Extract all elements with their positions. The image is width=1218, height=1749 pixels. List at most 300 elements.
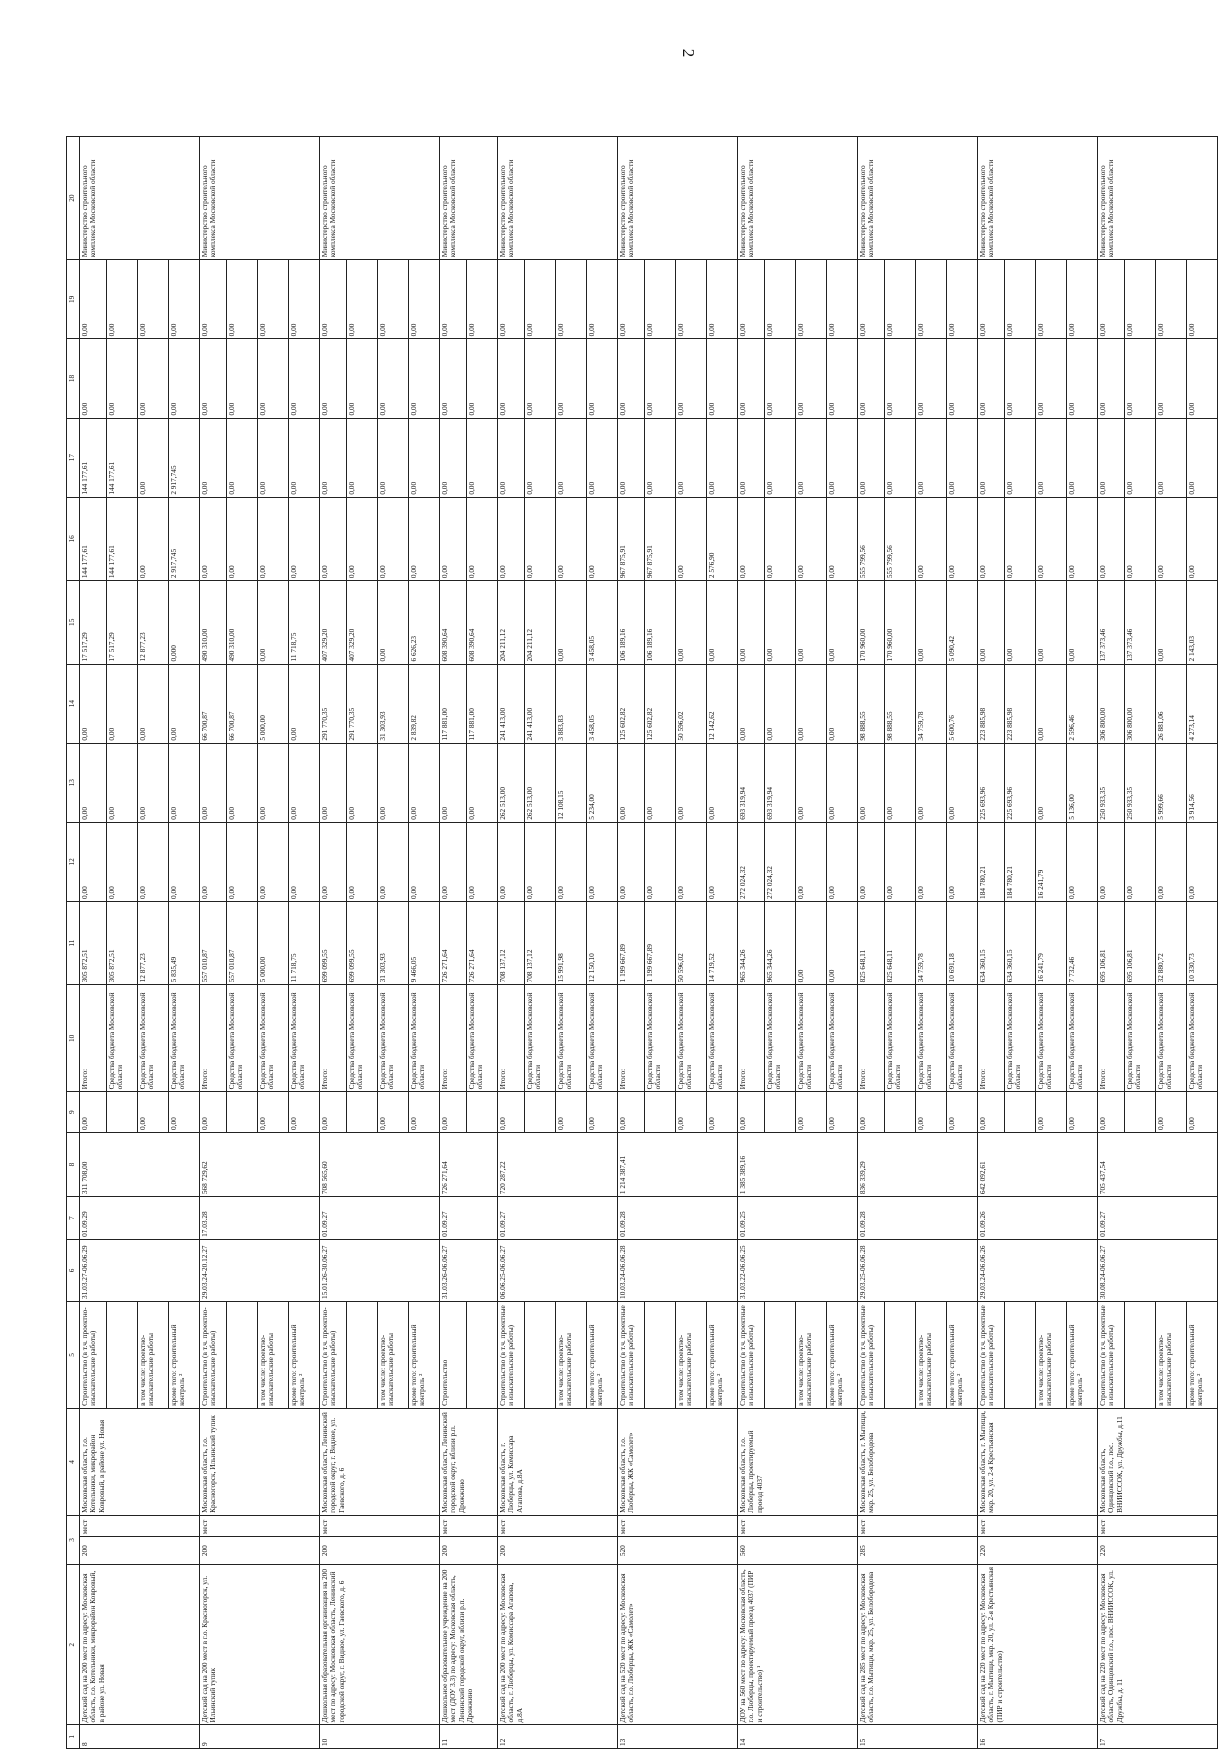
- amount-cell: 0,00: [258, 339, 289, 418]
- amount-cell: 0,00: [347, 260, 378, 339]
- amount-cell: 0,00: [525, 260, 556, 339]
- amount-cell: 0,00: [916, 743, 947, 822]
- amount-cell: 0,00: [200, 822, 227, 901]
- amount-cell: 0,00: [676, 743, 707, 822]
- amount-cell: 0,00: [1125, 339, 1156, 418]
- amount-cell: 0,00: [556, 822, 587, 901]
- funding-source-cell: Средства бюджета Московской области: [467, 985, 498, 1092]
- financed-cell: [525, 1092, 556, 1133]
- funding-source-cell: Итого:: [320, 985, 347, 1092]
- amount-cell: 0,00: [1156, 497, 1187, 580]
- amount-cell: 0,00: [978, 581, 1005, 664]
- amount-cell: 0,00: [765, 339, 796, 418]
- work-type-cell: в том числе: проектно-изыскательские работы: [138, 1301, 169, 1408]
- amount-cell: 0,00: [320, 497, 347, 580]
- funding-source-cell: Итого:: [618, 985, 645, 1092]
- work-type-cell: [1005, 1301, 1036, 1408]
- amount-cell: 0,00: [409, 822, 440, 901]
- amount-cell: 0,00: [289, 260, 320, 339]
- funding-source-cell: Средства бюджета Московской области: [1187, 985, 1218, 1092]
- work-type-cell: [765, 1301, 796, 1408]
- amount-cell: 0,00: [556, 339, 587, 418]
- amount-cell: 0,00: [885, 260, 916, 339]
- work-type-cell: в том числе: проектно-изыскательские работы: [916, 1301, 947, 1408]
- capacity-cell: 220: [1098, 1537, 1218, 1565]
- row-number-cell: 14: [738, 1725, 858, 1749]
- responsible-ministry-cell: Министерство строительного комплекса Московской области: [978, 137, 1098, 260]
- work-type-cell: Строительство (в т.ч. проектные и изыскательские работы): [858, 1301, 885, 1408]
- amount-cell: 0,00: [618, 260, 645, 339]
- amount-cell: 0,00: [858, 260, 885, 339]
- work-type-cell: [645, 1301, 676, 1408]
- amount-cell: 0,00: [618, 418, 645, 497]
- amount-cell: 9 466,05: [409, 901, 440, 984]
- work-type-cell: [467, 1301, 498, 1408]
- amount-cell: 0,00: [498, 497, 525, 580]
- funding-source-cell: Средства бюджета Московской области: [916, 985, 947, 1092]
- work-type-cell: Строительство: [440, 1301, 467, 1408]
- amount-cell: 0,00: [556, 418, 587, 497]
- amount-cell: 0,00: [409, 260, 440, 339]
- amount-cell: 0,00: [1187, 822, 1218, 901]
- address-cell: Московская область, г. Мытищи, мкр. 25, ул. Белобородова: [858, 1408, 978, 1515]
- amount-cell: 137 373,46: [1098, 581, 1125, 664]
- cost-cell: 1 385 389,16: [738, 1132, 858, 1196]
- dates-cell: 31.03.22-06.06.25: [738, 1239, 858, 1301]
- row-number-cell: 11: [440, 1725, 498, 1749]
- financed-cell: 0,00: [320, 1092, 347, 1133]
- row-number-cell: 13: [618, 1725, 738, 1749]
- amount-cell: 10 330,73: [1187, 901, 1218, 984]
- financed-cell: [1125, 1092, 1156, 1133]
- amount-cell: 0,00: [138, 497, 169, 580]
- amount-cell: 0,00: [618, 822, 645, 901]
- amount-cell: 0,00: [1067, 339, 1098, 418]
- unit-cell: мест: [200, 1515, 320, 1536]
- amount-cell: 3 458,05: [587, 581, 618, 664]
- funding-source-cell: Средства бюджета Московской области: [1036, 985, 1067, 1092]
- amount-cell: 0,00: [1005, 339, 1036, 418]
- amount-cell: 5 000,00: [258, 901, 289, 984]
- amount-cell: 0,00: [556, 260, 587, 339]
- deadline-cell: 01.09.27: [440, 1197, 498, 1240]
- amount-cell: 0,00: [320, 822, 347, 901]
- address-cell: Московская область, Ленинский городской округ, г. Видное, ул. Гаевского, д. 6: [320, 1408, 440, 1515]
- amount-cell: 3 458,05: [587, 664, 618, 743]
- amount-cell: 0,00: [916, 581, 947, 664]
- amount-cell: 0,00: [1067, 822, 1098, 901]
- amount-cell: 0,00: [796, 497, 827, 580]
- amount-cell: 0,00: [378, 260, 409, 339]
- amount-cell: 0,00: [827, 743, 858, 822]
- amount-cell: 0,00: [947, 418, 978, 497]
- amount-cell: 223 885,98: [978, 664, 1005, 743]
- amount-cell: 0,00: [707, 581, 738, 664]
- work-type-cell: кроме того: строительный контроль ²: [289, 1301, 320, 1408]
- amount-cell: 0,00: [765, 664, 796, 743]
- amount-cell: 0,00: [796, 901, 827, 984]
- amount-cell: 726 271,64: [467, 901, 498, 984]
- amount-cell: 695 106,81: [1098, 901, 1125, 984]
- amount-cell: 144 177,61: [107, 418, 138, 497]
- amount-cell: 2 917,745: [169, 418, 200, 497]
- amount-cell: 0,00: [320, 743, 347, 822]
- amount-cell: 0,00: [525, 418, 556, 497]
- cost-cell: 1 214 387,41: [618, 1132, 738, 1196]
- amount-cell: 0,00: [169, 339, 200, 418]
- amount-cell: 66 700,87: [227, 664, 258, 743]
- amount-cell: 0,00: [645, 822, 676, 901]
- capacity-cell: 200: [440, 1537, 498, 1565]
- financed-cell: 0,00: [440, 1092, 467, 1133]
- amount-cell: 965 344,26: [765, 901, 796, 984]
- amount-cell: 0,00: [858, 743, 885, 822]
- address-cell: Московская область, г.о. Люберцы, проектируемый проезд 4037: [738, 1408, 858, 1515]
- amount-cell: 0,00: [1036, 581, 1067, 664]
- funding-source-cell: Средства бюджета Московской области: [169, 985, 200, 1092]
- amount-cell: 306 800,00: [1125, 664, 1156, 743]
- funding-source-cell: Средства бюджета Московской области: [645, 985, 676, 1092]
- unit-cell: мест: [978, 1515, 1098, 1536]
- amount-cell: 5 136,00: [1067, 743, 1098, 822]
- amount-cell: 0,00: [200, 260, 227, 339]
- amount-cell: 0,00: [169, 260, 200, 339]
- capacity-cell: 285: [858, 1537, 978, 1565]
- funding-source-cell: Средства бюджета Московской области: [347, 985, 378, 1092]
- amount-cell: 0,00: [409, 497, 440, 580]
- unit-cell: мест: [858, 1515, 978, 1536]
- amount-cell: 0,00: [138, 339, 169, 418]
- amount-cell: 0,00: [827, 260, 858, 339]
- responsible-ministry-cell: Министерство строительного комплекса Московской области: [1098, 137, 1218, 260]
- dates-cell: 29.03.25-06.06.28: [858, 1239, 978, 1301]
- amount-cell: 0,00: [1036, 497, 1067, 580]
- amount-cell: 0,00: [676, 822, 707, 901]
- amount-cell: 0,00: [1067, 581, 1098, 664]
- col-header: 20: [67, 137, 80, 260]
- funding-source-cell: Средства бюджета Московской области: [138, 985, 169, 1092]
- object-name-cell: Детский сад на 285 мест по адресу: Московская область, г.о. Мытищи, мкр. 25, ул. Белобородова: [858, 1565, 978, 1725]
- amount-cell: 170 960,00: [885, 581, 916, 664]
- work-type-cell: в том числе: проектно-изыскательские работы: [556, 1301, 587, 1408]
- amount-cell: 0,00: [707, 339, 738, 418]
- amount-cell: 0,00: [1187, 497, 1218, 580]
- col-header: 9: [67, 1092, 80, 1133]
- object-name-cell: Детский сад на 200 мест по адресу: Московская область, г.о. Котельники, микрорайон Ковровый, в районе ул. Новая: [80, 1565, 200, 1725]
- amount-cell: 305 872,51: [80, 901, 107, 984]
- amount-cell: 0,00: [587, 497, 618, 580]
- amount-cell: 0,00: [169, 822, 200, 901]
- amount-cell: 0,00: [1005, 497, 1036, 580]
- funding-source-cell: Средства бюджета Московской области: [258, 985, 289, 1092]
- financed-cell: [227, 1092, 258, 1133]
- amount-cell: 0,00: [1098, 260, 1125, 339]
- amount-cell: 0,00: [827, 497, 858, 580]
- amount-cell: 0,00: [738, 664, 765, 743]
- amount-cell: 0,00: [107, 339, 138, 418]
- col-header: 18: [67, 339, 80, 418]
- financed-cell: 0,00: [796, 1092, 827, 1133]
- amount-cell: 0,00: [676, 418, 707, 497]
- amount-cell: 0,00: [258, 581, 289, 664]
- amount-cell: 12 877,23: [138, 581, 169, 664]
- amount-cell: 0,00: [645, 339, 676, 418]
- address-cell: Московская область, г.о. Котельники, микрорайон Ковровый, в районе ул. Новая: [80, 1408, 200, 1515]
- funding-source-cell: Итого:: [858, 985, 885, 1092]
- amount-cell: 0,00: [1187, 418, 1218, 497]
- amount-cell: 241 413,00: [525, 664, 556, 743]
- amount-cell: 0,00: [80, 822, 107, 901]
- amount-cell: 0,00: [440, 497, 467, 580]
- table-row: [738, 137, 765, 1749]
- object-name-cell: Детский сад на 520 мест по адресу: Московская область, г.о. Люберцы, ЖК «Самолет»: [618, 1565, 738, 1725]
- financed-cell: 0,00: [498, 1092, 525, 1133]
- amount-cell: 0,00: [289, 743, 320, 822]
- row-number-cell: 16: [978, 1725, 1098, 1749]
- financed-cell: [765, 1092, 796, 1133]
- dates-cell: 10.03.24-06.06.28: [618, 1239, 738, 1301]
- financed-cell: 0,00: [556, 1092, 587, 1133]
- funding-source-cell: Средства бюджета Московской области: [525, 985, 556, 1092]
- financed-cell: 0,00: [827, 1092, 858, 1133]
- amount-cell: 0,00: [347, 339, 378, 418]
- amount-cell: 0,00: [707, 822, 738, 901]
- amount-cell: 0,00: [378, 822, 409, 901]
- amount-cell: 0,00: [258, 260, 289, 339]
- deadline-cell: 01.09.29: [80, 1197, 200, 1240]
- col-header: 13: [67, 743, 80, 822]
- dates-cell: 31.03.26-06.06.27: [440, 1239, 498, 1301]
- amount-cell: 0,00: [587, 822, 618, 901]
- amount-cell: 0,00: [916, 339, 947, 418]
- amount-cell: 0,00: [289, 664, 320, 743]
- amount-cell: 0,00: [138, 743, 169, 822]
- amount-cell: 0,00: [827, 339, 858, 418]
- amount-cell: 965 344,26: [738, 901, 765, 984]
- financed-cell: [1005, 1092, 1036, 1133]
- funding-source-cell: Средства бюджета Московской области: [227, 985, 258, 1092]
- amount-cell: 0,00: [467, 339, 498, 418]
- row-number-cell: 12: [498, 1725, 618, 1749]
- financed-cell: [645, 1092, 676, 1133]
- work-type-cell: кроме того: строительный контроль ²: [409, 1301, 440, 1408]
- unit-cell: мест: [618, 1515, 738, 1536]
- cost-cell: 311 708,00: [80, 1132, 200, 1196]
- cost-cell: 705 437,54: [1098, 1132, 1218, 1196]
- page-number: 2: [679, 48, 698, 58]
- amount-cell: 0,00: [440, 743, 467, 822]
- amount-cell: 0,00: [258, 743, 289, 822]
- amount-cell: 0,00: [1036, 260, 1067, 339]
- amount-cell: 555 799,56: [885, 497, 916, 580]
- amount-cell: 0,00: [169, 743, 200, 822]
- amount-cell: 0,00: [587, 418, 618, 497]
- address-cell: Московская область, Одинцовский г.о., пос. ВНИИССОК, ул. Дружбы, д.11: [1098, 1408, 1218, 1515]
- funding-source-cell: Средства бюджета Московской области: [378, 985, 409, 1092]
- amount-cell: 0,00: [978, 497, 1005, 580]
- amount-cell: 0,00: [556, 581, 587, 664]
- amount-cell: 0,00: [258, 822, 289, 901]
- work-type-cell: кроме того: строительный контроль ²: [707, 1301, 738, 1408]
- object-name-cell: Детский сад на 200 мест в г.о. Красногорск, ул. Ильинский тупик: [200, 1565, 320, 1725]
- amount-cell: 0,00: [738, 497, 765, 580]
- amount-cell: 0,00: [138, 418, 169, 497]
- financed-cell: [107, 1092, 138, 1133]
- amount-cell: 0,00: [916, 260, 947, 339]
- amount-cell: 305 872,51: [107, 901, 138, 984]
- amount-cell: 66 700,87: [200, 664, 227, 743]
- funding-source-cell: Средства бюджета Московской области: [1067, 985, 1098, 1092]
- amount-cell: 2 143,03: [1187, 581, 1218, 664]
- amount-cell: 106 189,16: [618, 581, 645, 664]
- work-type-cell: в том числе: проектно-изыскательские работы: [796, 1301, 827, 1408]
- funding-source-cell: Средства бюджета Московской области: [289, 985, 320, 1092]
- amount-cell: 5 090,42: [947, 581, 978, 664]
- amount-cell: 726 271,64: [440, 901, 467, 984]
- table-row: [440, 137, 467, 1749]
- dates-cell: 31.03.27-06.06.29: [80, 1239, 200, 1301]
- object-name-cell: Детский сад на 200 мест по адресу: Московская область, г. Люберцы, ул. Комиссара Агапова, д.8А: [498, 1565, 618, 1725]
- amount-cell: 0,00: [107, 664, 138, 743]
- amount-cell: 32 880,72: [1156, 901, 1187, 984]
- dates-cell: 29.03.24-06.06.26: [978, 1239, 1098, 1301]
- amount-cell: 490 310,00: [200, 581, 227, 664]
- amount-cell: 0,00: [1067, 497, 1098, 580]
- amount-cell: 708 137,12: [498, 901, 525, 984]
- cost-cell: 726 271,64: [440, 1132, 498, 1196]
- amount-cell: 0,00: [796, 743, 827, 822]
- deadline-cell: 01.09.25: [738, 1197, 858, 1240]
- amount-cell: 0,00: [169, 664, 200, 743]
- financed-cell: 0,00: [289, 1092, 320, 1133]
- amount-cell: 0,00: [440, 418, 467, 497]
- amount-cell: 0,00: [947, 822, 978, 901]
- amount-cell: 0,00: [525, 822, 556, 901]
- unit-cell: мест: [498, 1515, 618, 1536]
- amount-cell: 0,00: [556, 497, 587, 580]
- amount-cell: 0,00: [707, 743, 738, 822]
- unit-cell: мест: [320, 1515, 440, 1536]
- funding-source-cell: Средства бюджета Московской области: [676, 985, 707, 1092]
- dates-cell: 15.01.26-30.06.27: [320, 1239, 440, 1301]
- amount-cell: 0,00: [200, 497, 227, 580]
- amount-cell: 0,00: [378, 581, 409, 664]
- amount-cell: 0,00: [200, 418, 227, 497]
- object-name-cell: Детский сад на 220 мест по адресу: Московская область, Одинцовский г.о., пос. ВНИИССОК, ул. Дружбы, д. 11: [1098, 1565, 1218, 1725]
- amount-cell: 12 142,62: [707, 664, 738, 743]
- amount-cell: 634 360,15: [1005, 901, 1036, 984]
- amount-cell: 2 596,46: [1067, 664, 1098, 743]
- amount-cell: 31 303,93: [378, 901, 409, 984]
- amount-cell: 106 189,16: [645, 581, 676, 664]
- amount-cell: 98 888,55: [885, 664, 916, 743]
- amount-cell: 0,00: [1156, 581, 1187, 664]
- amount-cell: 0,00: [978, 339, 1005, 418]
- amount-cell: 1 199 667,89: [645, 901, 676, 984]
- deadline-cell: 01.09.27: [320, 1197, 440, 1240]
- funding-source-cell: Средства бюджета Московской области: [947, 985, 978, 1092]
- amount-cell: 0,00: [1156, 339, 1187, 418]
- construction-program-table: [66, 136, 1218, 1749]
- table-row: [200, 137, 227, 1749]
- amount-cell: 0,00: [525, 497, 556, 580]
- funding-source-cell: Итого:: [738, 985, 765, 1092]
- amount-cell: 204 211,12: [525, 581, 556, 664]
- col-header: 14: [67, 664, 80, 743]
- amount-cell: 144 177,61: [80, 418, 107, 497]
- amount-cell: 250 933,35: [1125, 743, 1156, 822]
- amount-cell: 262 513,00: [498, 743, 525, 822]
- col-header: 4: [67, 1408, 80, 1515]
- funding-source-cell: Итого:: [978, 985, 1005, 1092]
- amount-cell: 225 693,96: [978, 743, 1005, 822]
- col-header: 12: [67, 822, 80, 901]
- financed-cell: 0,00: [947, 1092, 978, 1133]
- table-row: [978, 137, 1005, 1749]
- amount-cell: 50 596,02: [676, 901, 707, 984]
- amount-cell: 693 319,94: [765, 743, 796, 822]
- amount-cell: 634 360,15: [978, 901, 1005, 984]
- header-row: [67, 137, 80, 1749]
- amount-cell: 272 024,32: [738, 822, 765, 901]
- amount-cell: 0,00: [467, 260, 498, 339]
- amount-cell: 0,00: [1005, 418, 1036, 497]
- amount-cell: 0,00: [80, 339, 107, 418]
- dates-cell: 30.08.24-06.06.27: [1098, 1239, 1218, 1301]
- col-header: 11: [67, 901, 80, 984]
- work-type-cell: в том числе: проектно-изыскательские работы: [258, 1301, 289, 1408]
- amount-cell: 137 373,46: [1125, 581, 1156, 664]
- amount-cell: 0,00: [227, 497, 258, 580]
- amount-cell: 0,00: [107, 743, 138, 822]
- work-type-cell: в том числе: проектно-изыскательские работы: [676, 1301, 707, 1408]
- amount-cell: 0,00: [138, 664, 169, 743]
- financed-cell: 0,00: [978, 1092, 1005, 1133]
- financed-cell: 0,00: [858, 1092, 885, 1133]
- col-header: 17: [67, 418, 80, 497]
- amount-cell: 6 626,23: [409, 581, 440, 664]
- col-header: 2: [67, 1565, 80, 1725]
- amount-cell: 0,00: [320, 339, 347, 418]
- work-type-cell: [227, 1301, 258, 1408]
- amount-cell: 0,00: [1125, 418, 1156, 497]
- amount-cell: 117 881,00: [467, 664, 498, 743]
- amount-cell: 0,00: [645, 418, 676, 497]
- financed-cell: [885, 1092, 916, 1133]
- amount-cell: 0,00: [227, 743, 258, 822]
- amount-cell: 0,00: [676, 581, 707, 664]
- deadline-cell: 01.09.28: [618, 1197, 738, 1240]
- amount-cell: 695 106,81: [1125, 901, 1156, 984]
- financed-cell: [347, 1092, 378, 1133]
- amount-cell: 0,00: [916, 822, 947, 901]
- amount-cell: 0,00: [200, 339, 227, 418]
- deadline-cell: 17.03.28: [200, 1197, 320, 1240]
- amount-cell: 708 137,12: [525, 901, 556, 984]
- amount-cell: 555 799,56: [858, 497, 885, 580]
- amount-cell: 0,00: [827, 901, 858, 984]
- amount-cell: 0,00: [378, 418, 409, 497]
- amount-cell: 0,00: [347, 497, 378, 580]
- amount-cell: 98 888,55: [858, 664, 885, 743]
- amount-cell: 0,00: [765, 418, 796, 497]
- amount-cell: 11 718,75: [289, 901, 320, 984]
- col-header: 3: [67, 1515, 80, 1564]
- amount-cell: 0,00: [1125, 822, 1156, 901]
- deadline-cell: 01.09.28: [858, 1197, 978, 1240]
- work-type-cell: Строительство (в т.ч. проектно-изыскательские работы): [200, 1301, 227, 1408]
- amount-cell: 0,00: [676, 260, 707, 339]
